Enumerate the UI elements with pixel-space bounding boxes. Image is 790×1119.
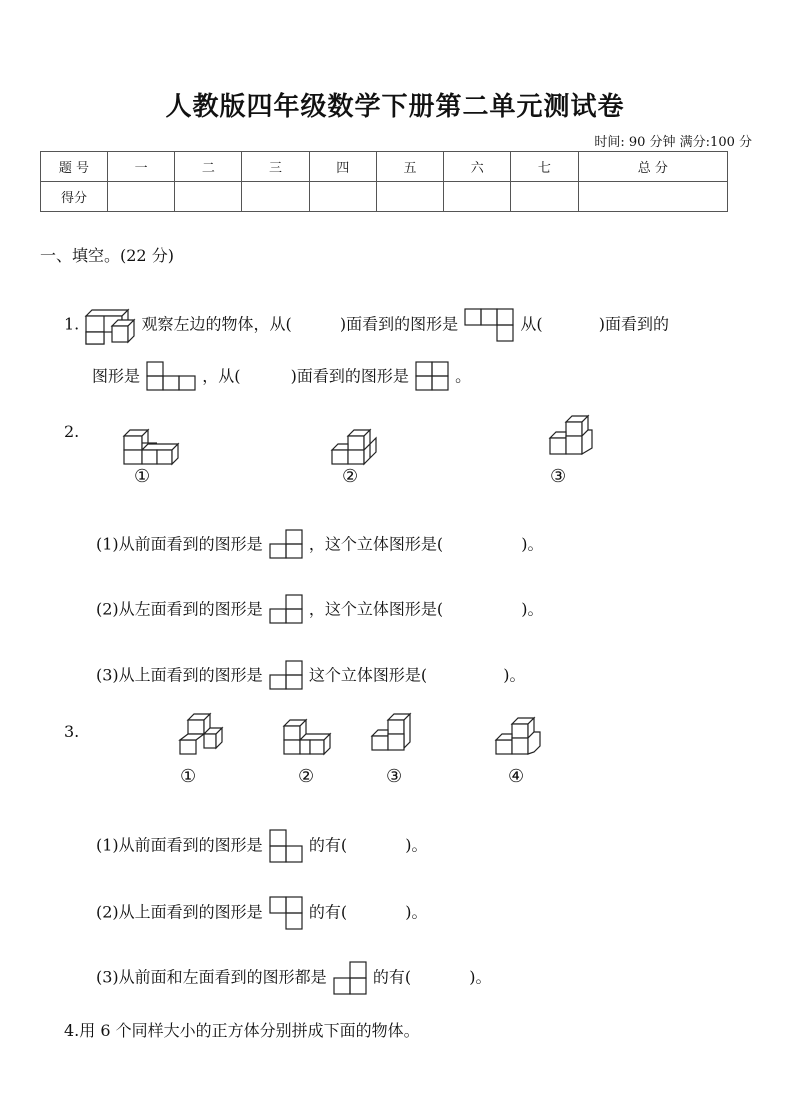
q1-number: 1.: [64, 314, 80, 334]
q3-label-4: ④: [508, 766, 525, 787]
q1-view-shape-2: [145, 360, 197, 394]
q3-label-1: ①: [180, 766, 197, 787]
header-cell: 四: [309, 152, 376, 182]
section-heading: 一、填空。(22 分): [40, 246, 174, 265]
score-cell[interactable]: [242, 182, 309, 212]
header-cell: 七: [511, 152, 578, 182]
q2-sub3: [96, 659, 526, 685]
score-cell[interactable]: [511, 182, 578, 212]
q3-sub3: [96, 960, 492, 986]
q2-sub1-shape: [268, 528, 304, 562]
q3-sub2-text-c: )。: [405, 902, 428, 922]
q3-sub2-text-a: (2)从上面看到的图形是: [96, 902, 263, 922]
header-cell: 六: [444, 152, 511, 182]
score-row-label: 得分: [41, 182, 108, 212]
score-cell[interactable]: [578, 182, 727, 212]
score-cell[interactable]: [108, 182, 175, 212]
q2-solid-1: [120, 428, 182, 468]
q2-sub1: [96, 528, 544, 554]
q2-label-2: ②: [342, 466, 359, 487]
q2-sub2-text-b: ，这个立体图形是(: [308, 599, 444, 619]
q2-sub2: [96, 593, 544, 619]
q3-solid-4: [494, 716, 544, 760]
q3-solid-3: [370, 712, 414, 760]
header-cell: 二: [175, 152, 242, 182]
q3-number: 3.: [64, 722, 80, 741]
q3-sub2-text-b: 的有(: [308, 902, 348, 922]
q3-label-3: ③: [386, 766, 403, 787]
q3-label-2: ②: [298, 766, 315, 787]
q3-sub1: [96, 828, 428, 854]
q2-sub2-text-c: )。: [521, 599, 544, 619]
q1-line1: [64, 304, 670, 334]
q1-text-1: 观察左边的物体，从(: [141, 314, 292, 334]
q3-sub3-shape: [332, 960, 368, 996]
score-cell[interactable]: [309, 182, 376, 212]
score-table-score-row: [41, 182, 728, 212]
q3-sub2: [96, 895, 428, 921]
q1-text-2: )面看到的图形是: [339, 314, 459, 334]
q2-sub3-text-b: 这个立体图形是(: [308, 665, 428, 685]
q2-sub3-text-a: (3)从上面看到的图形是: [96, 665, 263, 685]
q2-sub1-text-c: )。: [521, 534, 544, 554]
q2-sub2-text-a: (2)从左面看到的图形是: [96, 599, 263, 619]
score-cell[interactable]: [175, 182, 242, 212]
q2-label-1: ①: [134, 466, 151, 487]
q1-text-3: 从(: [520, 314, 543, 334]
q1-text-7: )面看到的图形是: [290, 366, 409, 386]
q2-solid-3: [548, 414, 596, 462]
q3-solid-1: [176, 712, 226, 760]
q2-solid-2: [330, 428, 382, 468]
score-cell[interactable]: [376, 182, 443, 212]
q1-text-8: 。: [455, 366, 472, 386]
header-cell: 一: [108, 152, 175, 182]
header-cell: 五: [376, 152, 443, 182]
q2-sub1-text-a: (1)从前面看到的图形是: [96, 534, 263, 554]
q2-sub3-text-c: )。: [503, 665, 526, 685]
q1-line2: [92, 360, 471, 386]
q2-sub1-text-b: ，这个立体图形是(: [308, 534, 444, 554]
q4-text: 4.用 6 个同样大小的正方体分别拼成下面的物体。: [64, 1021, 420, 1040]
header-cell: 总 分: [578, 152, 727, 182]
q3-solid-2: [282, 718, 334, 758]
q3-sub3-text-b: 的有(: [372, 967, 412, 987]
q3-sub3-text-a: (3)从前面和左面看到的图形都是: [96, 967, 327, 987]
q1-solid-figure: [84, 304, 136, 346]
q1-text-4: )面看到的: [598, 314, 670, 334]
q3-sub1-shape: [268, 828, 304, 864]
page-title: 人教版四年级数学下册第二单元测试卷: [165, 92, 625, 122]
q3-sub1-text-c: )。: [405, 835, 428, 855]
q1-view-shape-1: [463, 307, 515, 343]
q2-number: 2.: [64, 422, 80, 441]
q3-sub1-text-a: (1)从前面看到的图形是: [96, 835, 263, 855]
q3-sub3-text-c: )。: [469, 967, 492, 987]
header-cell: 三: [242, 152, 309, 182]
score-table: [40, 151, 728, 212]
q3-sub1-text-b: 的有(: [308, 835, 348, 855]
header-cell: 题 号: [41, 152, 108, 182]
q1-view-shape-3: [414, 360, 450, 394]
q1-text-5: 图形是: [92, 366, 141, 386]
q1-text-6: ，从(: [202, 366, 241, 386]
q2-label-3: ③: [550, 466, 567, 487]
q3-sub2-shape: [268, 895, 304, 931]
exam-meta: 时间: 90 分钟 满分:100 分: [594, 135, 752, 150]
q2-sub3-shape: [268, 659, 304, 693]
score-cell[interactable]: [444, 182, 511, 212]
score-table-header-row: [41, 152, 728, 182]
q2-sub2-shape: [268, 593, 304, 627]
